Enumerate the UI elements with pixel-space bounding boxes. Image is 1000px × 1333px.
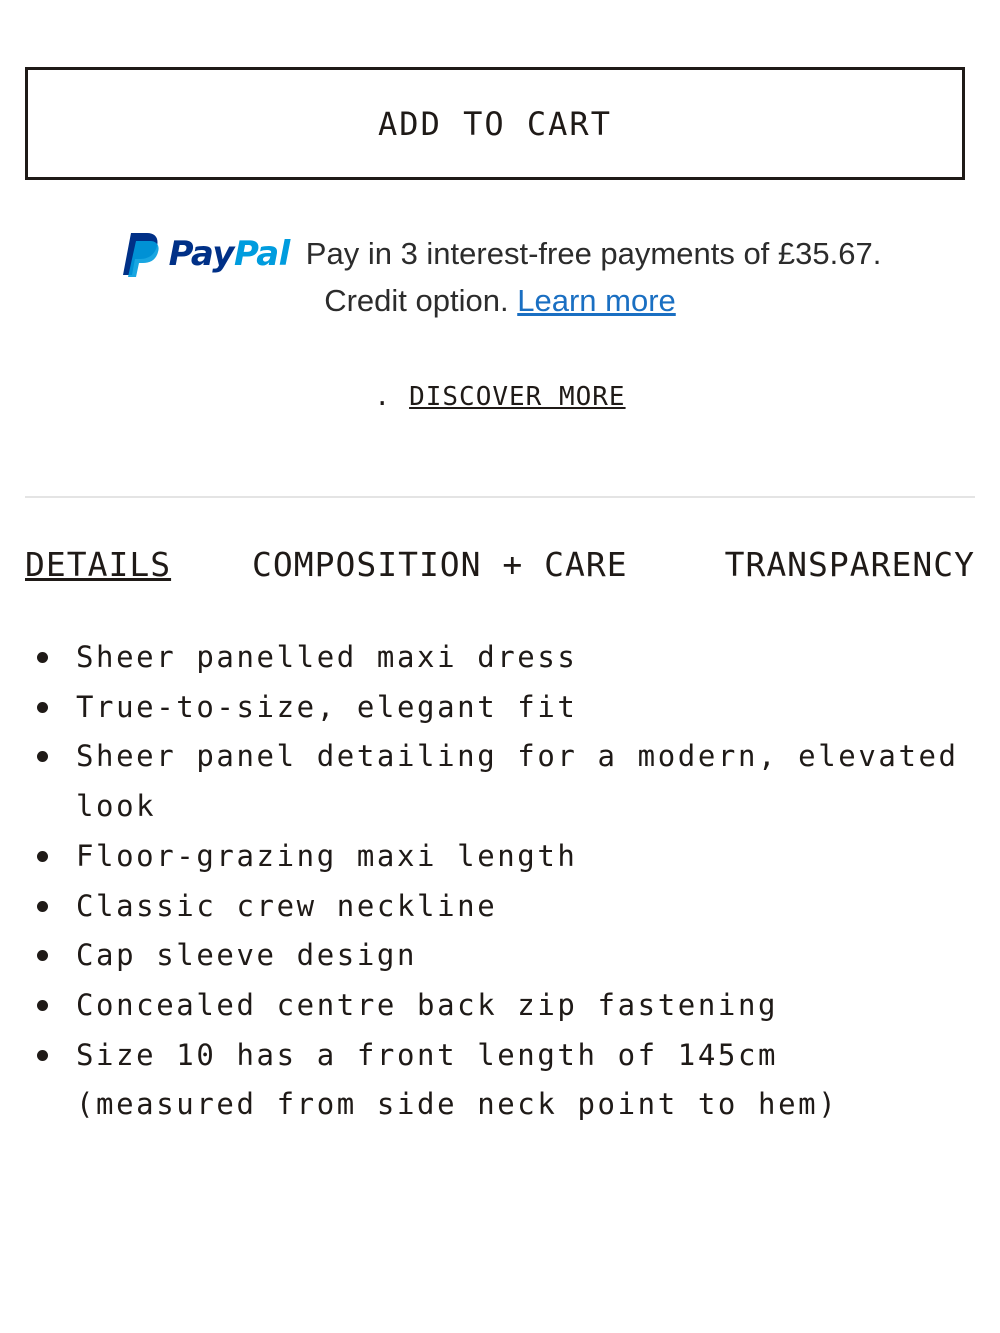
paypal-learn-more-link[interactable]: Learn more — [517, 283, 676, 318]
list-item-text: True-to-size, elegant fit — [76, 689, 578, 724]
paypal-message-line — [0, 228, 1000, 280]
list-item — [25, 882, 975, 932]
list-item — [25, 633, 975, 683]
bullet-icon — [37, 652, 48, 663]
list-item-text: Sheer panelled maxi dress — [76, 640, 578, 674]
bullet-icon — [37, 702, 48, 713]
list-item-text: Cap sleeve design — [76, 938, 418, 973]
bullet-icon — [37, 901, 48, 912]
product-info-tabs — [25, 545, 975, 591]
paypal-pay-in-3-message — [0, 228, 1000, 322]
discover-more-link[interactable]: DISCOVER MORE — [409, 382, 626, 412]
paypal-wordmark — [169, 234, 290, 274]
list-item — [25, 931, 975, 981]
paypal-credit-text: Credit option. — [324, 283, 509, 318]
list-item — [25, 832, 975, 882]
bullet-icon — [37, 751, 48, 762]
list-item-text: Floor-grazing maxi length — [76, 838, 578, 873]
list-item-text: Sheer panel detailing for a modern, elevated look — [76, 739, 959, 824]
bullet-icon — [37, 1000, 48, 1011]
bullet-icon — [37, 1050, 48, 1061]
product-details-list — [25, 633, 975, 1130]
section-divider — [25, 496, 975, 498]
paypal-icon — [119, 231, 159, 277]
paypal-credit-line — [0, 280, 1000, 322]
paypal-wordmark-pay: Pay — [168, 234, 234, 274]
tab-transparency[interactable]: TRANSPARENCY — [724, 545, 975, 584]
bullet-icon — [37, 851, 48, 862]
paypal-installment-text: Pay in 3 interest-free payments of £35.67. — [305, 236, 882, 271]
list-item — [25, 981, 975, 1031]
list-item-text: Concealed centre back zip fastening — [76, 987, 779, 1022]
tab-composition-care[interactable]: COMPOSITION + CARE — [252, 545, 628, 584]
list-item — [25, 1031, 975, 1130]
tab-details[interactable]: DETAILS — [25, 545, 172, 584]
paypal-logo — [119, 231, 290, 277]
bullet-icon — [37, 950, 48, 961]
list-item-text: Classic crew neckline — [76, 888, 498, 923]
add-to-cart-button[interactable]: ADD TO CART — [25, 67, 965, 180]
list-item — [25, 683, 975, 733]
paypal-wordmark-pal: Pal — [233, 234, 290, 274]
list-item — [25, 732, 975, 831]
list-item-text: Size 10 has a front length of 145cm (measured from side neck point to hem) — [76, 1037, 839, 1122]
discover-prefix: . — [374, 382, 392, 412]
discover-more-row — [0, 382, 1000, 412]
